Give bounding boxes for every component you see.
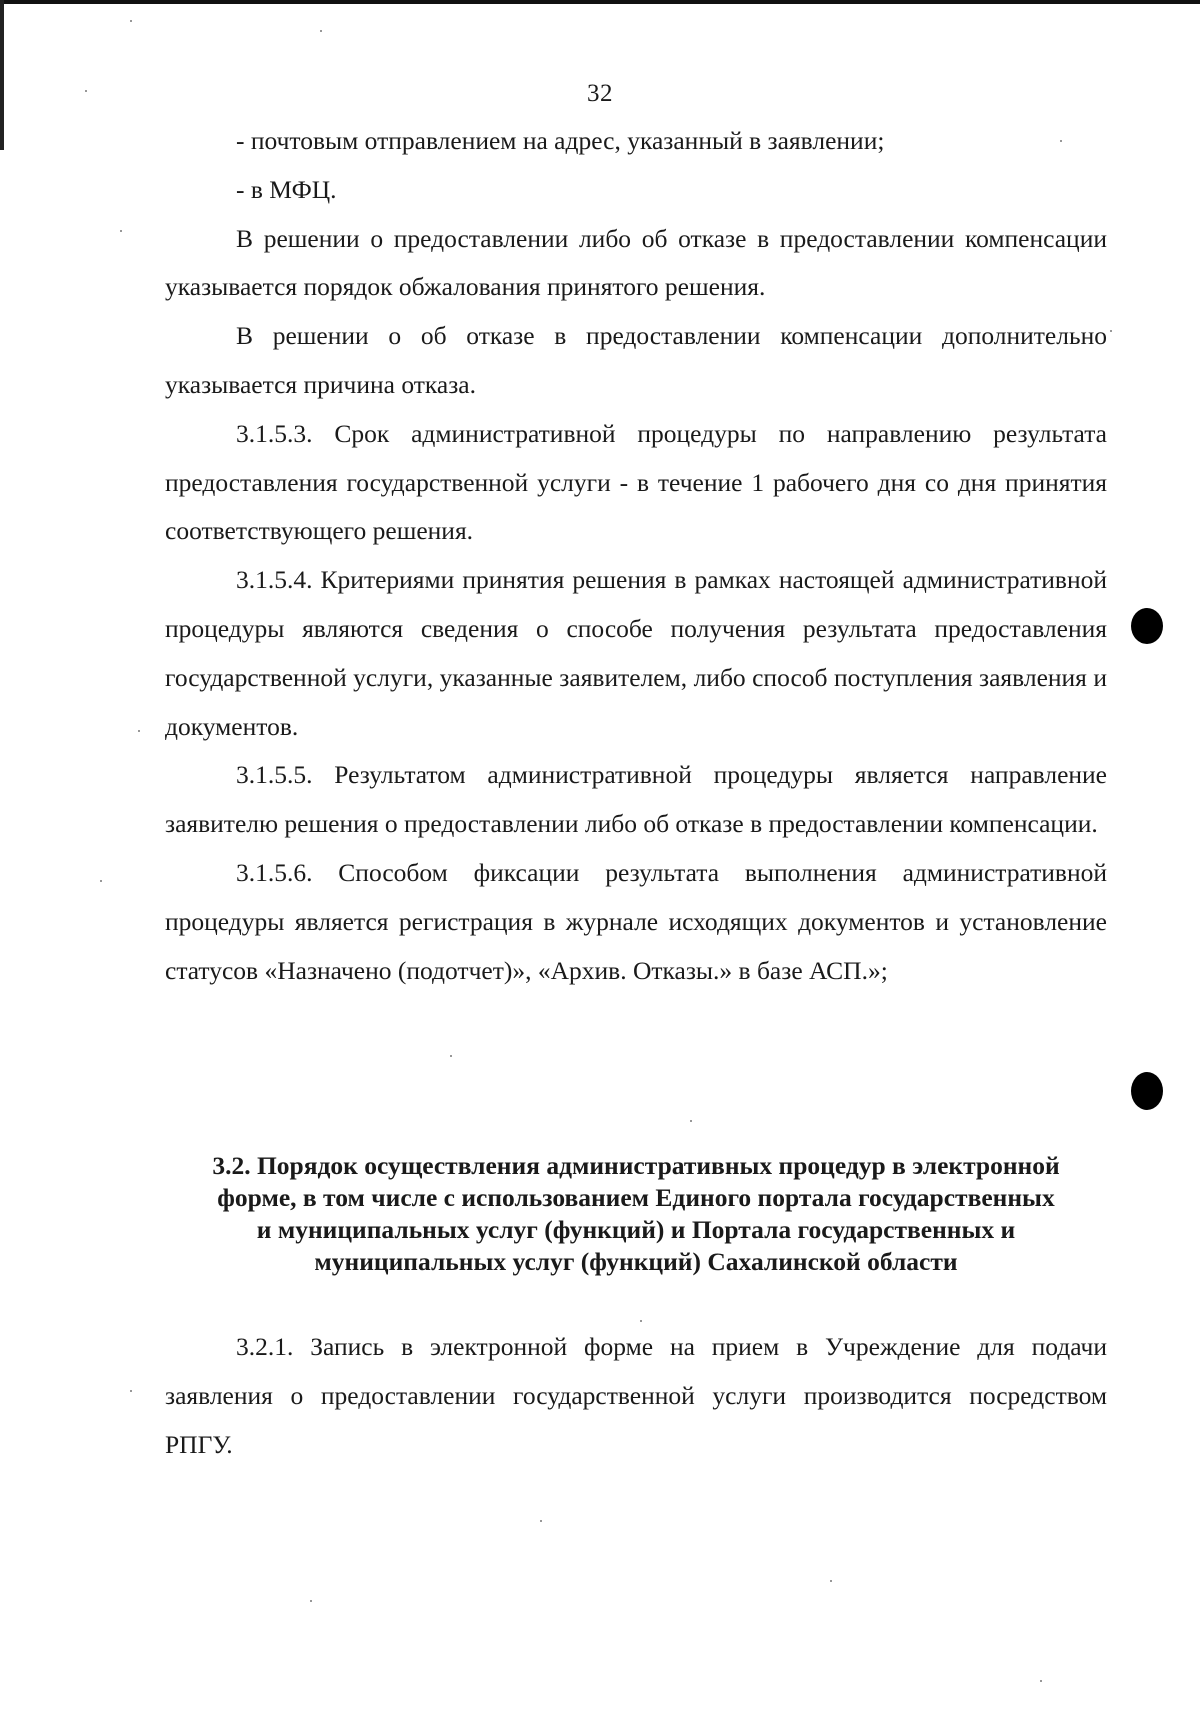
paragraph-3-1-5-3: 3.1.5.3. Срок административной процедуры по направлению результата предоставления государственной услуги - в течение 1 рабочего дня со дня принятия соответствующего решения. xyxy=(165,418,1107,546)
scan-speck xyxy=(100,880,102,882)
scan-speck xyxy=(130,20,132,22)
section-heading-line: 3.2. Порядок осуществления административных процедур в электронной xyxy=(212,1151,1060,1180)
page-number: 32 xyxy=(587,80,613,107)
scan-speck xyxy=(540,1520,542,1522)
section-heading-3-2 xyxy=(160,1150,1112,1278)
scan-speck xyxy=(310,1600,312,1602)
punch-hole-mark xyxy=(1131,608,1163,644)
list-item-mfc: - в МФЦ. xyxy=(236,174,337,204)
paragraph-3-1-5-5: 3.1.5.5. Результатом административной процедуры является направление заявителю решения о предоставлении либо об отказе в предоставлении компенсации. xyxy=(165,760,1107,839)
section-body xyxy=(165,1323,1107,1469)
scan-speck xyxy=(120,230,122,232)
paragraph-3-1-5-4: 3.1.5.4. Критериями принятия решения в рамках настоящей административной процедуры являются сведения о способе получения результата предоставления государственной услуги, указанные заявителем, либо способ поступления заявления и документов. xyxy=(165,565,1107,741)
list-item-post: - почтовым отправлением на адрес, указанный в заявлении; xyxy=(236,126,885,155)
scan-speck xyxy=(130,1390,132,1392)
paragraph-3-1-5-6: 3.1.5.6. Способом фиксации результата выполнения административной процедуры является регистрация в журнале исходящих документов и установление статусов «Назначено (подотчет)», «Архив. Отказы.» в базе АСП.»; xyxy=(165,857,1107,985)
scan-top-edge xyxy=(0,0,1200,4)
punch-hole-mark xyxy=(1131,1072,1163,1110)
scan-speck xyxy=(1040,1680,1042,1682)
scan-speck xyxy=(640,1320,642,1322)
scan-speck xyxy=(450,1055,452,1057)
paragraph-appeal-procedure: В решении о предоставлении либо об отказе в предоставлении компенсации указывается порядок обжалования принятого решения. xyxy=(165,223,1107,302)
document-body xyxy=(165,117,1107,995)
scan-speck xyxy=(85,90,87,92)
scan-speck xyxy=(320,30,322,32)
scan-speck xyxy=(830,1580,832,1582)
section-heading-line: и муниципальных услуг (функций) и Портала государственных и xyxy=(256,1215,1016,1244)
scan-speck xyxy=(690,1120,692,1122)
paragraph-refusal-reason: В решении о об отказе в предоставлении компенсации дополнительно указывается причина отказа. xyxy=(165,321,1107,399)
section-heading-line: форме, в том числе с использованием Единого портала государственных xyxy=(217,1183,1055,1212)
scan-speck xyxy=(1060,140,1062,142)
section-heading-line: муниципальных услуг (функций) Сахалинской области xyxy=(314,1247,958,1276)
paragraph-3-2-1: 3.2.1. Запись в электронной форме на прием в Учреждение для подачи заявления о предоставлении государственной услуги производится посредством РПГУ. xyxy=(165,1332,1107,1459)
scan-left-edge xyxy=(0,0,4,150)
scan-speck xyxy=(1110,330,1112,332)
scan-speck xyxy=(138,730,140,732)
